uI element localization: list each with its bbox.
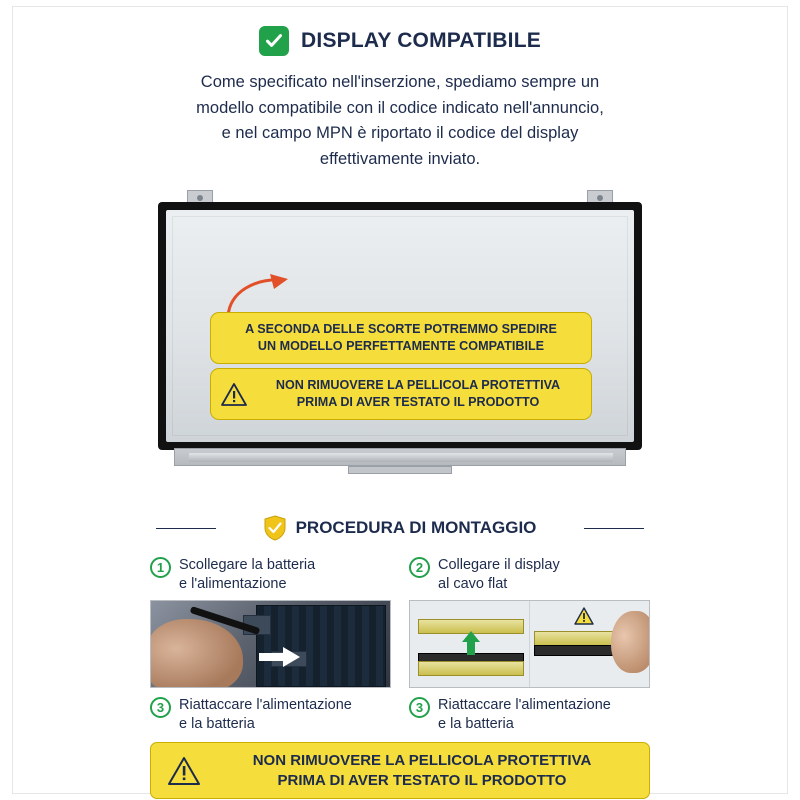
step-2-line-1: Collegare il display [438, 557, 560, 574]
panel-connector-foot [348, 466, 452, 474]
step-1-line-2: e l'alimentazione [179, 575, 287, 592]
step-2-number: 2 [409, 557, 430, 578]
step-3-number: 3 [150, 697, 171, 718]
connector-half-right [530, 601, 649, 687]
warning-triangle-icon [221, 383, 247, 406]
display-screen-surface [166, 210, 634, 442]
laptop-internals-photo [150, 600, 391, 688]
step-3-text [179, 696, 352, 733]
step-column-4 [409, 696, 650, 734]
protective-film-callout-text [255, 377, 581, 411]
procedure-header [150, 514, 650, 542]
procedure-steps-row-1 [150, 556, 650, 688]
step-4-line-2: e la batteria [438, 715, 514, 732]
white-arrow-icon [259, 645, 301, 669]
page-title: DISPLAY COMPATIBILE [301, 29, 541, 52]
step-4 [409, 696, 650, 734]
step-1-text [179, 556, 315, 593]
check-icon [259, 26, 289, 56]
intro-line-1: Come specificato nell'inserzione, spediamo sempre un [200, 73, 600, 91]
flat-cable-connector-photo [409, 600, 650, 688]
connector-half-left [410, 601, 530, 687]
step-3-line-2: e la batteria [179, 715, 255, 732]
display-panel-bezel [158, 202, 642, 450]
compatibility-callout-line-1: A SECONDA DELLE SCORTE POTREMMO SPEDIRE [245, 322, 557, 337]
compatibility-callout [210, 312, 592, 364]
protective-film-callout [210, 368, 592, 420]
display-panel-illustration [150, 190, 650, 490]
procedure-steps-row-2 [150, 696, 650, 734]
header [150, 26, 650, 56]
panel-bottom-strip [174, 448, 626, 466]
step-2 [409, 556, 650, 594]
step-2-line-2: al cavo flat [438, 575, 508, 592]
intro-paragraph [165, 70, 635, 172]
up-arrow-icon [462, 631, 480, 655]
protective-film-callout-line-2: PRIMA DI AVER TESTATO IL PRODOTTO [296, 395, 540, 410]
warning-triangle-icon-small [574, 607, 594, 625]
warning-triangle-icon [167, 756, 201, 786]
flat-cable-strip-bottom [418, 661, 524, 676]
hand [150, 619, 243, 688]
step-column-3 [150, 696, 391, 734]
shield-icon [264, 515, 286, 541]
step-column-2 [409, 556, 650, 688]
step-1-number: 1 [150, 557, 171, 578]
intro-line-3: e nel campo MPN è riportato il codice del display [221, 124, 579, 143]
compatibility-callout-line-2: UN MODELLO PERFETTAMENTE COMPATIBILE [257, 339, 545, 354]
footer-warning-banner [150, 742, 650, 799]
protective-film-callout-line-1: NON RIMUOVERE LA PELLICOLA PROTETTIVA [275, 378, 561, 393]
footer-warning-line-2: PRIMA DI AVER TESTATO IL PRODOTTO [277, 771, 567, 789]
step-1 [150, 556, 391, 594]
step-4-number: 3 [409, 697, 430, 718]
finger [611, 611, 650, 673]
step-column-1 [150, 556, 391, 688]
step-4-line-1: Riattaccare l'alimentazione [438, 697, 611, 714]
footer-warning-text [211, 751, 633, 790]
intro-line-4: effettivamente inviato. [319, 149, 481, 168]
intro-line-2: modello compatibile con il codice indicato nell'annuncio, [196, 98, 604, 117]
footer-warning-line-1: NON RIMUOVERE LA PELLICOLA PROTETTIVA [252, 752, 592, 769]
step-3-line-1: Riattaccare l'alimentazione [179, 697, 352, 714]
procedure-title: PROCEDURA DI MONTAGGIO [295, 518, 537, 538]
divider-right [584, 528, 644, 529]
step-1-line-1: Scollegare la batteria [179, 557, 316, 574]
content-column [150, 0, 650, 800]
step-3 [150, 696, 391, 734]
divider-left [156, 528, 216, 529]
step-4-text [438, 696, 611, 733]
step-2-text [438, 556, 560, 593]
